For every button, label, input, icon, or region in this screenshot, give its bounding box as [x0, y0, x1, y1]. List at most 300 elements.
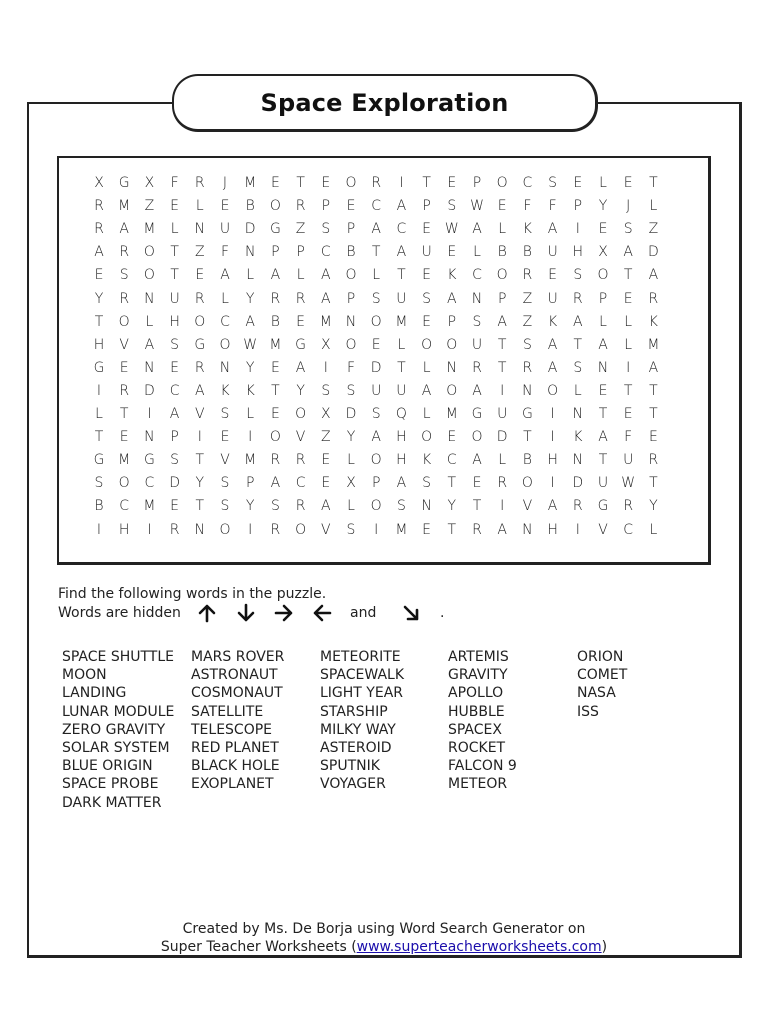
grid-letter: S: [220, 498, 230, 515]
grid-row: [59, 472, 708, 494]
grid-letter: E: [447, 244, 457, 261]
word-item: TELESCOPE: [191, 721, 273, 738]
grid-letter: L: [195, 198, 204, 215]
grid-letter: C: [446, 452, 457, 469]
grid-letter: M: [647, 336, 660, 353]
grid-letter: T: [649, 175, 658, 191]
grid-letter: S: [170, 452, 180, 469]
grid-letter: M: [395, 313, 408, 330]
grid-letter: L: [397, 336, 406, 353]
grid-letter: D: [345, 406, 357, 422]
grid-letter: V: [119, 336, 129, 353]
grid-letter: R: [295, 198, 306, 215]
grid-letter: O: [118, 313, 130, 330]
grid-letter: E: [170, 359, 180, 376]
grid-row: [59, 426, 708, 448]
grid-letter: A: [321, 290, 331, 307]
grid-letter: Y: [245, 359, 255, 376]
grid-letter: O: [345, 267, 357, 284]
grid-letter: A: [648, 359, 659, 376]
grid-letter: S: [422, 475, 432, 492]
grid-letter: A: [547, 336, 558, 353]
grid-letter: C: [472, 267, 482, 284]
grid-letter: R: [648, 290, 659, 307]
grid-letter: S: [447, 198, 457, 215]
grid-letter: N: [219, 359, 231, 376]
word-list-column-4: [448, 648, 517, 794]
word-item: DARK MATTER: [62, 794, 162, 811]
grid-letter: O: [345, 336, 357, 353]
grid-letter: L: [599, 175, 607, 191]
grid-letter: T: [447, 475, 457, 492]
grid-letter: B: [522, 452, 532, 469]
grid-letter: H: [547, 521, 558, 538]
grid-letter: U: [421, 244, 432, 261]
grid-letter: T: [649, 406, 658, 422]
grid-letter: O: [496, 175, 508, 191]
grid-letter: X: [94, 175, 104, 191]
grid-letter: L: [498, 221, 507, 238]
grid-letter: Y: [245, 290, 255, 307]
word-item: COSMONAUT: [191, 685, 283, 702]
word-item: BLACK HOLE: [191, 758, 280, 775]
grid-letter: S: [522, 336, 532, 353]
word-item: SATELLITE: [191, 703, 264, 720]
grid-letter: E: [548, 267, 558, 284]
grid-letter: U: [371, 382, 382, 399]
footer-source: [0, 939, 768, 955]
word-list-column-2: [191, 648, 284, 794]
grid-letter: G: [471, 406, 483, 422]
grid-letter: H: [93, 336, 105, 353]
grid-letter: Z: [522, 290, 533, 307]
word-list-column-3: [320, 648, 404, 794]
grid-letter: W: [444, 221, 459, 238]
grid-letter: B: [497, 244, 507, 261]
grid-letter: L: [473, 244, 481, 261]
grid-letter: T: [296, 175, 305, 191]
grid-letter: P: [573, 198, 583, 215]
grid-letter: S: [321, 382, 331, 399]
grid-letter: I: [323, 359, 328, 376]
grid-letter: E: [447, 429, 457, 446]
grid-letter: T: [523, 429, 532, 446]
word-item: GRAVITY: [448, 667, 508, 684]
grid-letter: F: [624, 429, 633, 446]
grid-letter: A: [195, 382, 205, 399]
grid-letter: A: [371, 221, 381, 238]
grid-letter: Y: [447, 498, 457, 515]
arrow-right-icon: [274, 603, 294, 623]
grid-letter: A: [421, 382, 432, 399]
grid-letter: L: [624, 336, 633, 353]
grid-letter: U: [597, 475, 609, 492]
word-item: SPACE SHUTTLE: [62, 649, 174, 665]
grid-letter: T: [497, 359, 507, 376]
grid-letter: O: [421, 429, 433, 446]
grid-letter: G: [295, 336, 307, 353]
grid-letter: E: [321, 175, 331, 191]
grid-letter: E: [497, 198, 507, 215]
grid-letter: Z: [648, 221, 659, 238]
grid-letter: A: [295, 359, 306, 376]
grid-letter: T: [170, 267, 179, 284]
grid-letter: E: [422, 221, 432, 238]
grid-letter: A: [547, 221, 558, 238]
grid-letter: D: [496, 429, 508, 446]
word-item: COMET: [577, 667, 628, 684]
grid-letter: R: [119, 244, 130, 261]
grid-letter: G: [118, 175, 130, 191]
grid-letter: R: [522, 359, 533, 376]
grid-row: [59, 172, 708, 194]
grid-letter: O: [370, 313, 382, 330]
grid-row: [59, 495, 708, 517]
grid-letter: T: [94, 429, 104, 446]
instructions-and: and: [350, 605, 377, 621]
grid-letter: M: [395, 521, 408, 538]
grid-letter: E: [321, 452, 331, 469]
arrow-left-icon: [312, 603, 332, 623]
grid-letter: Y: [195, 475, 205, 492]
grid-letter: E: [119, 429, 129, 446]
grid-letter: S: [422, 290, 432, 307]
word-item: MOON: [62, 667, 107, 684]
grid-letter: S: [371, 406, 381, 422]
grid-letter: A: [94, 244, 104, 261]
grid-letter: Y: [94, 290, 104, 307]
grid-row: [59, 357, 708, 379]
instructions-period: .: [440, 605, 445, 621]
grid-letter: Y: [649, 498, 658, 515]
grid-letter: E: [170, 198, 180, 215]
grid-letter: S: [371, 290, 381, 307]
grid-letter: S: [346, 521, 356, 538]
grid-letter: O: [521, 475, 533, 492]
grid-letter: F: [548, 198, 557, 215]
grid-letter: T: [623, 382, 633, 399]
grid-letter: R: [295, 498, 306, 515]
grid-letter: E: [422, 521, 432, 538]
grid-letter: O: [143, 267, 155, 284]
word-item: ASTRONAUT: [191, 667, 278, 684]
grid-letter: R: [94, 198, 104, 215]
grid-letter: R: [194, 175, 205, 191]
grid-letter: H: [118, 521, 130, 538]
grid-letter: R: [522, 267, 533, 284]
grid-letter: E: [422, 267, 432, 284]
grid-letter: E: [648, 429, 658, 446]
grid-letter: M: [244, 175, 257, 191]
grid-letter: D: [144, 382, 155, 399]
grid-letter: A: [573, 313, 583, 330]
grid-letter: U: [497, 406, 508, 422]
grid-letter: A: [396, 244, 407, 261]
word-item: LUNAR MODULE: [62, 703, 175, 720]
grid-letter: O: [547, 382, 559, 399]
word-item: BLUE ORIGIN: [62, 758, 153, 775]
grid-letter: R: [194, 359, 205, 376]
grid-letter: R: [472, 521, 482, 538]
grid-letter: Y: [346, 429, 356, 446]
grid-letter: M: [244, 452, 257, 469]
grid-letter: P: [447, 313, 457, 330]
grid-letter: S: [270, 498, 280, 515]
grid-letter: A: [447, 290, 457, 307]
arrow-diagonal-down-right-icon: [401, 603, 421, 623]
grid-letter: E: [598, 221, 608, 238]
grid-letter: L: [372, 267, 381, 284]
grid-letter: T: [573, 336, 583, 353]
grid-letter: I: [626, 359, 631, 376]
grid-letter: G: [143, 452, 155, 469]
grid-letter: A: [270, 267, 281, 284]
grid-letter: G: [93, 452, 105, 469]
grid-letter: E: [623, 406, 633, 422]
grid-letter: C: [220, 313, 230, 330]
grid-letter: L: [347, 452, 355, 469]
word-item: NASA: [577, 685, 616, 702]
grid-letter: G: [521, 406, 533, 422]
grid-letter: M: [445, 406, 458, 422]
grid-letter: I: [575, 521, 580, 538]
grid-letter: H: [396, 429, 407, 446]
grid-row: [59, 449, 708, 471]
grid-letter: A: [119, 221, 129, 238]
grid-letter: E: [422, 313, 432, 330]
grid-letter: T: [94, 313, 104, 330]
grid-letter: T: [170, 244, 179, 261]
grid-letter: E: [447, 175, 457, 191]
grid-letter: O: [446, 336, 458, 353]
grid-letter: B: [245, 198, 255, 215]
grid-letter: L: [649, 198, 658, 215]
grid-letter: R: [270, 521, 281, 538]
grid-letter: A: [220, 267, 230, 284]
grid-letter: O: [219, 336, 231, 353]
word-item: ASTEROID: [320, 740, 392, 757]
grid-letter: B: [270, 313, 280, 330]
grid-letter: O: [471, 429, 483, 446]
grid-letter: N: [421, 498, 432, 515]
grid-letter: A: [472, 452, 482, 469]
grid-letter: R: [572, 290, 583, 307]
grid-letter: S: [548, 175, 558, 191]
grid-letter: L: [624, 313, 633, 330]
grid-row: [59, 334, 708, 356]
word-item: METEOR: [448, 776, 508, 793]
grid-letter: L: [599, 313, 607, 330]
grid-letter: A: [169, 406, 180, 422]
grid-letter: O: [143, 244, 155, 261]
grid-letter: W: [470, 198, 484, 215]
grid-letter: N: [471, 290, 483, 307]
grid-letter: G: [597, 498, 609, 515]
grid-letter: F: [523, 198, 532, 215]
word-item: RED PLANET: [191, 740, 279, 757]
grid-letter: O: [597, 267, 609, 284]
grid-letter: T: [397, 267, 406, 284]
grid-letter: B: [94, 498, 104, 515]
grid-letter: Z: [144, 198, 155, 215]
grid-letter: N: [144, 359, 155, 376]
grid-letter: V: [220, 452, 230, 469]
grid-letter: G: [93, 359, 105, 376]
word-list-column-1: [62, 648, 174, 812]
grid-letter: T: [598, 452, 608, 469]
grid-letter: R: [648, 452, 659, 469]
word-item: SPACEWALK: [320, 667, 405, 684]
grid-letter: T: [397, 359, 406, 376]
grid-letter: Y: [245, 498, 255, 515]
grid-letter: Y: [598, 198, 608, 215]
grid-letter: H: [169, 313, 180, 330]
grid-letter: I: [96, 382, 102, 399]
grid-letter: G: [269, 221, 281, 238]
grid-letter: A: [245, 313, 255, 330]
grid-letter: R: [295, 290, 306, 307]
grid-letter: T: [649, 475, 658, 492]
grid-letter: O: [219, 521, 231, 538]
grid-letter: I: [550, 475, 555, 492]
grid-letter: O: [295, 406, 307, 422]
grid-letter: V: [321, 521, 331, 538]
footer-link[interactable]: www.superteacherworksheets.com: [356, 939, 602, 955]
grid-letter: I: [197, 429, 202, 446]
grid-letter: A: [472, 382, 482, 399]
word-item: VOYAGER: [320, 776, 386, 793]
grid-letter: T: [497, 336, 507, 353]
grid-letter: A: [497, 521, 507, 538]
grid-letter: A: [547, 359, 558, 376]
grid-letter: V: [598, 521, 608, 538]
grid-letter: L: [573, 382, 582, 399]
grid-letter: O: [446, 382, 458, 399]
grid-letter: Q: [395, 406, 407, 422]
grid-row: [59, 288, 708, 310]
grid-letter: I: [575, 221, 580, 238]
grid-letter: E: [296, 313, 306, 330]
word-item: APOLLO: [448, 685, 504, 702]
grid-letter: R: [371, 175, 382, 191]
grid-letter: U: [547, 244, 558, 261]
grid-letter: O: [370, 498, 382, 515]
grid-letter: T: [119, 406, 129, 422]
grid-letter: K: [245, 382, 255, 399]
page-title: Space Exploration: [260, 88, 509, 117]
grid-letter: I: [399, 175, 404, 191]
grid-letter: V: [522, 498, 533, 515]
grid-letter: S: [220, 406, 230, 422]
grid-letter: E: [371, 336, 381, 353]
letter-grid: [57, 156, 711, 565]
grid-letter: P: [371, 475, 381, 492]
grid-letter: E: [623, 175, 633, 191]
grid-letter: O: [269, 198, 281, 215]
word-item: ORION: [577, 649, 624, 665]
grid-letter: K: [522, 221, 532, 238]
grid-row: [59, 519, 708, 541]
grid-letter: R: [270, 290, 281, 307]
grid-letter: F: [170, 175, 179, 191]
grid-letter: N: [194, 521, 206, 538]
grid-letter: Y: [296, 382, 305, 399]
word-item: SOLAR SYSTEM: [62, 740, 170, 757]
grid-letter: I: [147, 406, 152, 422]
grid-letter: D: [169, 475, 180, 492]
grid-letter: N: [522, 521, 533, 538]
grid-letter: T: [472, 498, 482, 515]
grid-letter: B: [522, 244, 532, 261]
word-item: LANDING: [62, 685, 127, 702]
grid-letter: O: [496, 267, 508, 284]
grid-letter: T: [195, 498, 205, 515]
word-item: SPUTNIK: [320, 758, 380, 775]
grid-letter: E: [321, 475, 331, 492]
grid-letter: N: [572, 406, 584, 422]
grid-letter: P: [271, 244, 280, 261]
title-banner: [172, 74, 598, 132]
grid-letter: X: [144, 175, 155, 191]
grid-letter: R: [194, 290, 205, 307]
word-item: FALCON 9: [448, 758, 517, 775]
grid-row: [59, 311, 708, 333]
grid-letter: E: [346, 198, 356, 215]
grid-letter: K: [447, 267, 457, 284]
word-list-column-5: [577, 648, 627, 721]
grid-letter: I: [500, 382, 505, 399]
grid-letter: I: [500, 498, 505, 515]
grid-letter: P: [497, 290, 507, 307]
grid-row: [59, 241, 708, 263]
grid-letter: L: [498, 452, 507, 469]
grid-letter: A: [396, 198, 407, 215]
grid-letter: T: [598, 406, 608, 422]
grid-letter: R: [572, 498, 583, 515]
word-item: ISS: [577, 703, 599, 720]
grid-letter: S: [170, 336, 180, 353]
grid-letter: I: [248, 429, 253, 446]
grid-letter: O: [345, 175, 357, 191]
grid-letter: V: [195, 406, 205, 422]
grid-letter: A: [270, 475, 281, 492]
grid-letter: S: [623, 221, 633, 238]
word-item: SPACE PROBE: [62, 776, 159, 793]
grid-letter: T: [271, 382, 280, 399]
grid-letter: P: [296, 244, 305, 261]
arrow-down-icon: [236, 603, 256, 623]
grid-letter: K: [648, 313, 658, 330]
grid-letter: E: [119, 359, 129, 376]
word-item: MARS ROVER: [191, 649, 285, 665]
grid-letter: K: [422, 452, 432, 469]
grid-letter: I: [147, 521, 152, 538]
word-item: STARSHIP: [320, 703, 388, 720]
grid-letter: E: [270, 406, 280, 422]
word-item: SPACEX: [448, 721, 502, 738]
grid-letter: R: [497, 475, 508, 492]
grid-letter: L: [145, 313, 154, 330]
word-item: ROCKET: [448, 740, 506, 757]
grid-letter: A: [371, 429, 381, 446]
grid-letter: V: [295, 429, 306, 446]
grid-letter: A: [396, 475, 407, 492]
grid-letter: R: [119, 290, 130, 307]
footer-suffix: ): [601, 939, 608, 955]
grid-letter: C: [295, 475, 306, 492]
grid-letter: S: [573, 359, 583, 376]
grid-letter: N: [597, 359, 609, 376]
